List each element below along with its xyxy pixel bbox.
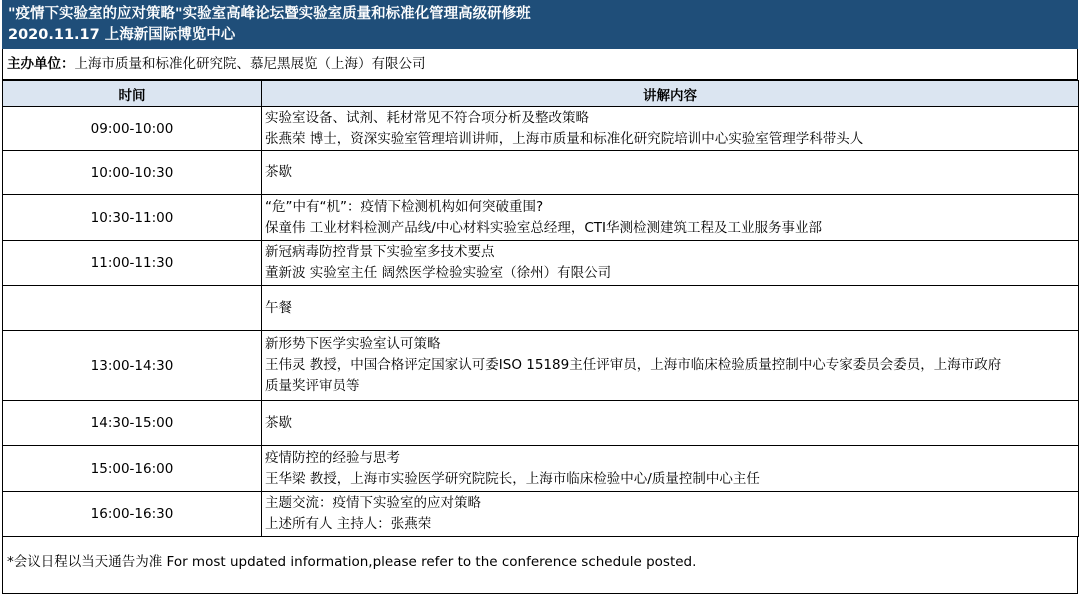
organizer-label: 主办单位： [7,56,75,72]
session-topic: 午餐 [265,299,292,316]
session-time: 16:00-16:30 [3,492,262,537]
session-time: 09:00-10:00 [3,107,262,151]
table-row [3,107,1079,151]
session-speaker-line: 董新波 实验室主任 阔然医学检验实验室（徐州）有限公司 [265,265,612,281]
organizer-row [2,49,1078,80]
session-content [262,286,1079,331]
session-content [262,151,1079,195]
session-content [262,331,1079,401]
session-content [262,446,1079,492]
column-header-content: 讲解内容 [262,81,1079,107]
footer-note: *会议日程以当天通告为准 For most updated information,please refer to the conference schedule posted. [2,537,1078,594]
table-header-row [3,81,1079,107]
session-time: 14:30-15:00 [3,401,262,446]
table-row [3,331,1079,401]
schedule-table [2,80,1079,537]
session-content [262,195,1079,241]
session-topic: 茶歇 [265,164,292,180]
session-speaker-line: 上述所有人 主持人：张燕荣 [265,516,432,532]
session-speaker-line: 质量奖评审员等 [265,378,360,394]
document-header [2,0,1078,49]
session-speaker-line: 保童伟 工业材料检测产品线/中心材料实验室总经理，CTI华测检测建筑工程及工业服务事业部 [265,219,822,236]
session-topic: 主题交流：疫情下实验室的应对策略 [265,495,481,511]
table-row [3,286,1079,331]
session-topic: “危”中有“机”：疫情下检测机构如何突破重围? [265,198,544,215]
session-time: 13:00-14:30 [3,331,262,401]
session-content [262,401,1079,446]
session-speaker-line: 张燕荣 博士，资深实验室管理培训讲师，上海市质量和标准化研究院培训中心实验室管理学科带头人 [265,130,864,147]
session-time: 10:30-11:00 [3,195,262,241]
session-time [3,286,262,331]
table-row [3,446,1079,492]
event-title: "疫情下实验室的应对策略"实验室高峰论坛暨实验室质量和标准化管理高级研修班 [8,6,531,22]
session-content [262,107,1079,151]
session-topic: 新形势下医学实验室认可策略 [265,336,441,352]
session-content [262,492,1079,537]
event-date-venue: 2020.11.17 上海新国际博览中心 [8,27,236,43]
table-row [3,401,1079,446]
column-header-time: 时间 [3,81,262,107]
organizer-value: 上海市质量和标准化研究院、慕尼黑展览（上海）有限公司 [74,56,426,72]
session-topic: 茶歇 [265,414,292,431]
session-content [262,241,1079,286]
session-topic: 实验室设备、试剂、耗材常见不符合项分析及整改策略 [265,109,589,126]
session-time: 10:00-10:30 [3,151,262,195]
session-speaker-line: 王华梁 教授，上海市实验医学研究院院长，上海市临床检验中心/质量控制中心主任 [265,470,760,487]
table-row [3,492,1079,537]
session-topic: 新冠病毒防控背景下实验室多技术要点 [265,244,495,260]
session-topic: 疫情防控的经验与思考 [265,449,400,466]
session-time: 15:00-16:00 [3,446,262,492]
session-time: 11:00-11:30 [3,241,262,286]
table-row [3,241,1079,286]
table-row [3,151,1079,195]
session-speaker-line: 王伟灵 教授，中国合格评定国家认可委ISO 15189主任评审员，上海市临床检验质量控制中心专家委员会委员，上海市政府 [265,357,1002,373]
table-row [3,195,1079,241]
schedule-document [2,0,1078,594]
